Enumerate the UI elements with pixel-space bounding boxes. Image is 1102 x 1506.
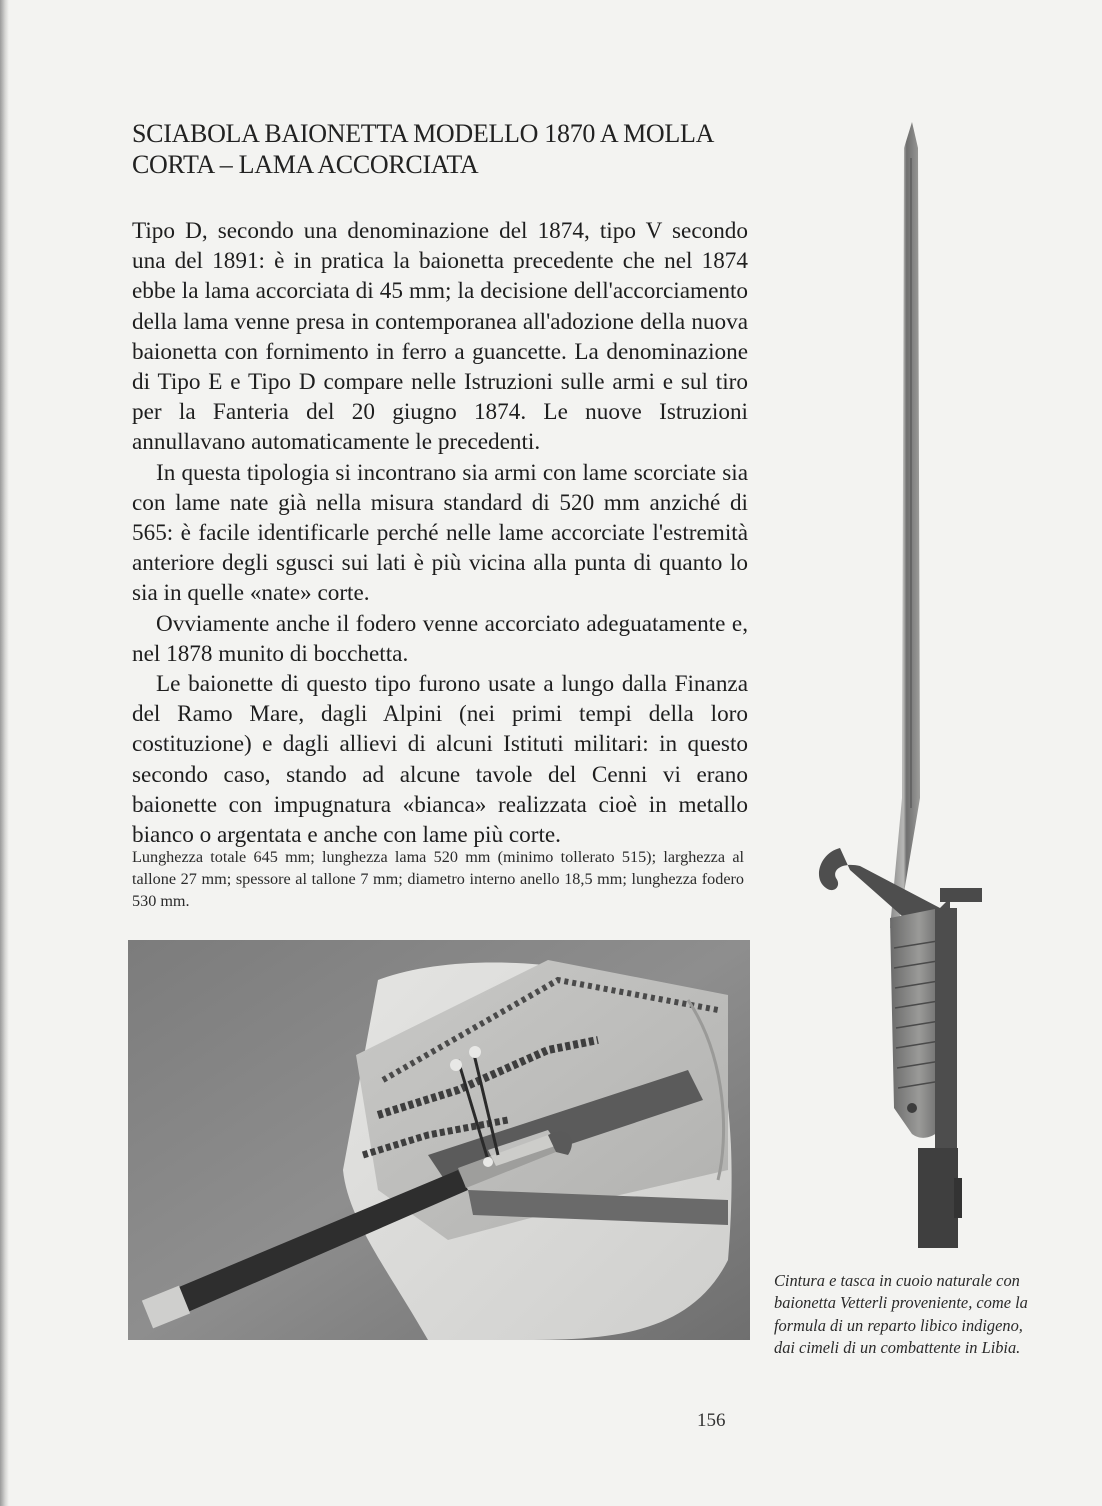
paragraph: Ovviamente anche il fodero venne accorciato adeguatamente e, nel 1878 munito di bocchetta. xyxy=(132,610,748,667)
body-text xyxy=(132,216,748,850)
section-heading xyxy=(132,118,732,180)
paragraph: Le baionette di questo tipo furono usate a lungo dalla Finanza del Ramo Mare, dagli Alpini (nei primi tempi della loro costituzione) e dagli allievi di alcuni Istituti militari: in questo secondo caso, stando ad alcune tavole del Cenni vi erano baionette con impugnatura «bianca» realizzata cioè in metallo bianco o argentata e anche con lame più corte. xyxy=(132,671,748,849)
belt-pouch-illustration xyxy=(128,940,750,1340)
heading-line-1: SCIABOLA BAIONETTA MODELLO 1870 A MOLLA xyxy=(132,119,715,148)
page-edge-shadow xyxy=(0,0,9,1506)
bayonet-illustration xyxy=(790,118,990,1248)
page-number: 156 xyxy=(697,1410,726,1431)
paragraph: In questa tipologia si incontrano sia armi con lame scorciate sia con lame nate già nella misura standard di 520 mm anziché di 565: è facile identificarle perché nelle lame accorciate l'estremità anteriore degli sgusci sui lati è più vicina alla punta di quanto lo sia in quelle «nate» corte. xyxy=(132,459,748,607)
belt-pouch-photo xyxy=(128,940,750,1340)
paragraph: Tipo D, secondo una denominazione del 1874, tipo V secondo una del 1891: è in pratica la baionetta precedente che nel 1874 ebbe la lama accorciata di 45 mm; la decisione dell'accorciamento della lama venne presa in contemporanea all'adozione della nuova baionetta con fornimento in ferro a guancette. La denominazione di Tipo E e Tipo D compare nelle Istruzioni sulle armi e sul tiro per la Fanteria del 20 giugno 1874. Le nuove Istruzioni annullavano automaticamente le precedenti. xyxy=(132,218,748,456)
heading-line-2: CORTA – LAMA ACCORCIATA xyxy=(132,150,479,179)
bayonet-drawing xyxy=(790,118,990,1248)
photo-caption: Cintura e tasca in cuoio naturale con baionetta Vetterli proveniente, come la formula di un reparto libico indigeno, dai cimeli di un combattente in Libia. xyxy=(774,1271,1028,1358)
specifications-text: Lunghezza totale 645 mm; lunghezza lama 520 mm (minimo tollerato 515); larghezza al tallone 27 mm; spessore al tallone 7 mm; diametro interno anello 18,5 mm; lunghezza fodero 530 mm. xyxy=(132,848,744,910)
